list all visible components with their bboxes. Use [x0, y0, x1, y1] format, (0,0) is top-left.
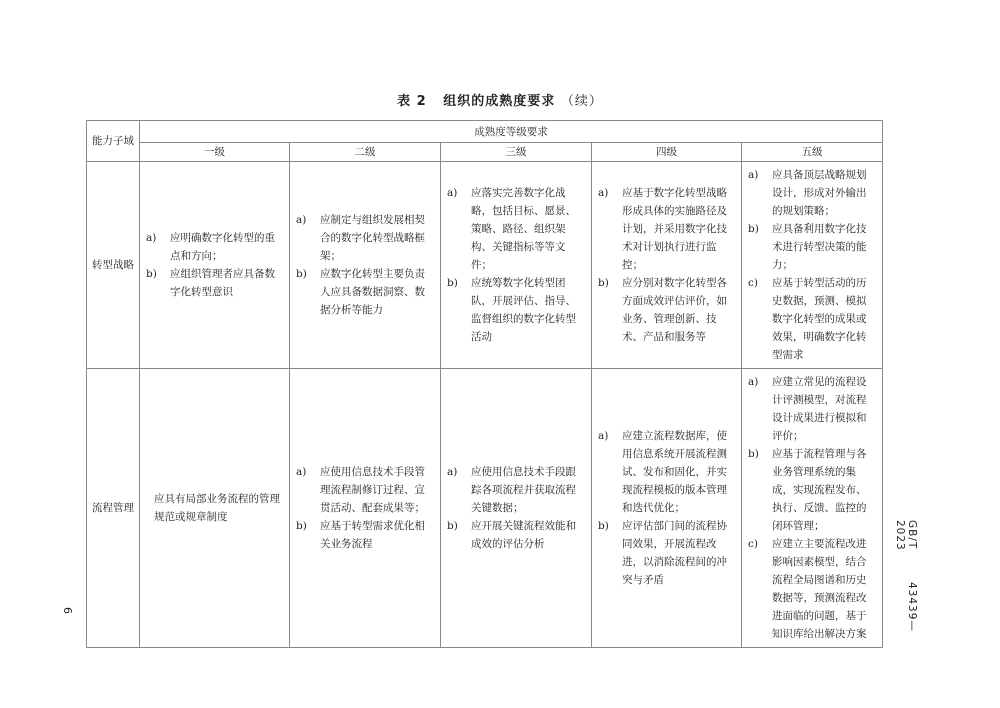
- caption-title: 组织的成熟度要求: [443, 94, 556, 109]
- level-cell: [441, 162, 592, 369]
- level-cell: [742, 162, 883, 369]
- level-cell: [742, 369, 883, 648]
- row-domain: 转型战略: [87, 162, 140, 369]
- list-item: a) 应制定与组织发展相契合的数字化转型战略框架；: [296, 214, 425, 262]
- list-item: b) 应基于流程管理与各业务管理系统的集成，实现流程发布、执行、反馈、监控的闭环管理；: [748, 448, 867, 532]
- row-domain: 流程管理: [87, 369, 140, 648]
- list-item: a) 应建立常见的流程设计评测模型，对流程设计成果进行模拟和评价；: [748, 376, 867, 442]
- caption-prefix: 表 2: [397, 94, 427, 109]
- level-cell: [592, 369, 742, 648]
- list-item: a) 应具备顶层战略规划设计，形成对外输出的规划策略；: [748, 169, 867, 217]
- list-item: b) 应分别对数字化转型各方面成效评估评价，如业务、管理创新、技术、产品和服务等: [598, 277, 727, 343]
- level-cell: [290, 162, 441, 369]
- level-cell: [140, 162, 290, 369]
- list-item: a) 应使用信息技术手段管理流程制修订过程、宣贯活动、配套成果等；: [296, 466, 425, 514]
- standard-code: [894, 520, 918, 650]
- level-cell: [290, 369, 441, 648]
- list-item: b) 应开展关键流程效能和成效的评估分析: [447, 520, 576, 550]
- caption-suffix: （续）: [560, 94, 603, 109]
- page-number: 6: [61, 607, 74, 614]
- standard-number: 43439—2023: [894, 520, 918, 632]
- list-item: c) 应基于转型活动的历史数据，预测、模拟数字化转型的成果或效果，明确数字化转型需求: [748, 277, 867, 361]
- standard-prefix: GB/T: [906, 520, 918, 550]
- list-item: b) 应组织管理者应具备数字化转型意识: [146, 268, 275, 298]
- header-level-2: 二级: [290, 143, 441, 162]
- header-domain: 能力子域: [87, 121, 140, 162]
- list-item: b) 应基于转型需求优化相关业务流程: [296, 520, 425, 550]
- table-caption: [0, 90, 1000, 109]
- header-level-5: 五级: [742, 143, 883, 162]
- table-row: [87, 162, 883, 369]
- table-row: [87, 369, 883, 648]
- list-item: a) 应使用信息技术手段跟踪各项流程并获取流程关键数据；: [447, 466, 576, 514]
- level-cell: [140, 369, 290, 648]
- header-level-1: 一级: [140, 143, 290, 162]
- list-item: b) 应具备利用数字化技术进行转型决策的能力；: [748, 223, 867, 271]
- list-item: a) 应基于数字化转型战略形成具体的实施路径及计划，并采用数字化技术对计划执行进行监控；: [598, 187, 727, 271]
- list-item: c) 应建立主要流程改进影响因素模型，结合流程全局图谱和历史数据等，预测流程改进面临的问题，基于知识库给出解决方案: [748, 538, 867, 640]
- list-item: a) 应明确数字化转型的重点和方向；: [146, 232, 275, 262]
- header-level-3: 三级: [441, 143, 592, 162]
- maturity-table: [86, 120, 883, 648]
- header-level-4: 四级: [592, 143, 742, 162]
- header-group: 成熟度等级要求: [140, 121, 883, 143]
- list-item: a) 应建立流程数据库，使用信息系统开展流程测试、发布和固化，并实现流程模板的版本管理和迭代优化；: [598, 430, 727, 514]
- cell-text: 应具有局部业务流程的管理规范或规章制度: [154, 493, 280, 523]
- list-item: b) 应统筹数字化转型团队，开展评估、指导、监督组织的数字化转型活动: [447, 277, 576, 343]
- list-item: a) 应落实完善数字化战略，包括目标、愿景、策略、路径、组织架构、关键指标等等文件；: [447, 187, 576, 271]
- level-cell: [441, 369, 592, 648]
- list-item: b) 应数字化转型主要负责人应具备数据洞察、数据分析等能力: [296, 268, 425, 316]
- level-cell: [592, 162, 742, 369]
- list-item: b) 应评估部门间的流程协同效果，开展流程改进，以消除流程间的冲突与矛盾: [598, 520, 727, 586]
